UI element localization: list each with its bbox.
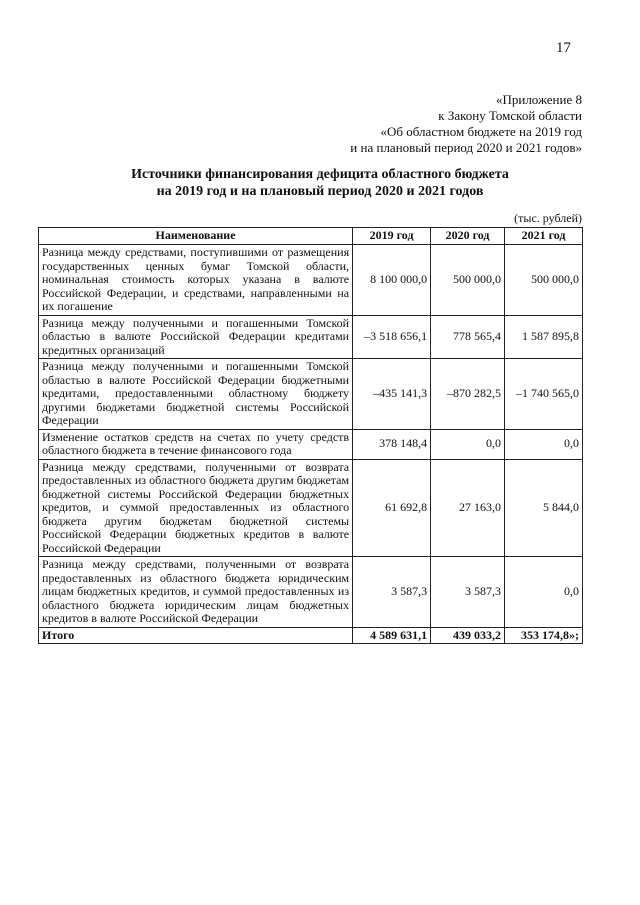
total-label: Итого	[39, 627, 353, 644]
row-value-2019: –435 141,3	[353, 359, 431, 430]
appendix-line: к Закону Томской области	[438, 108, 582, 123]
row-value-2021: 1 587 895,8	[505, 315, 583, 359]
row-value-2021: 0,0	[505, 429, 583, 459]
row-value-2019: 8 100 000,0	[353, 245, 431, 316]
table-row	[39, 359, 583, 430]
row-value-2021: 0,0	[505, 557, 583, 628]
table-row	[39, 459, 583, 557]
row-value-2021: –1 740 565,0	[505, 359, 583, 430]
row-value-2019: 61 692,8	[353, 459, 431, 557]
header-name: Наименование	[39, 228, 353, 245]
row-value-2020: 778 565,4	[431, 315, 505, 359]
appendix-line: «Приложение 8	[495, 92, 582, 107]
header-2020: 2020 год	[431, 228, 505, 245]
table-row	[39, 429, 583, 459]
table-header-row	[39, 228, 583, 245]
table-row	[39, 557, 583, 628]
document-title	[40, 166, 600, 200]
row-name: Разница между полученными и погашенными Томской областью в валюте Российской Федерации бюджетными кредитами, предоставленными областному бюджету другими бюджетами бюджетной системы Российской Федерации	[39, 359, 353, 430]
row-name: Изменение остатков средств на счетах по учету средств областного бюджета в течение финансового года	[39, 429, 353, 459]
header-2019: 2019 год	[353, 228, 431, 245]
header-2021: 2021 год	[505, 228, 583, 245]
row-value-2020: 500 000,0	[431, 245, 505, 316]
page-number: 17	[556, 40, 571, 56]
row-name: Разница между средствами, поступившими от размещения государственных ценных бумаг Томской области, номинальная стоимость которых указана в валюте Российской Федерации, и средствами, направленными на их погашение	[39, 245, 353, 316]
financing-table	[38, 227, 583, 644]
title-line: Источники финансирования дефицита областного бюджета	[131, 167, 509, 182]
table-row	[39, 315, 583, 359]
units-note: (тыс. рублей)	[514, 211, 582, 225]
table-row	[39, 245, 583, 316]
row-value-2020: –870 282,5	[431, 359, 505, 430]
row-value-2020: 27 163,0	[431, 459, 505, 557]
appendix-reference	[162, 92, 582, 156]
row-value-2020: 3 587,3	[431, 557, 505, 628]
row-value-2019: 378 148,4	[353, 429, 431, 459]
row-name: Разница между средствами, полученными от возврата предоставленных из областного бюджета другим бюджетам бюджетной системы Российской Федерации бюджетных кредитов, и суммой предоставленных из областного бюджета другим бюджетам бюджетной системы Российской Федерации бюджетных кредитов в валюте Российской Федерации	[39, 459, 353, 557]
total-value-2021: 353 174,8»;	[505, 627, 583, 644]
row-value-2021: 5 844,0	[505, 459, 583, 557]
total-value-2019: 4 589 631,1	[353, 627, 431, 644]
row-name: Разница между полученными и погашенными Томской областью в валюте Российской Федерации кредитами кредитных организаций	[39, 315, 353, 359]
appendix-line: «Об областном бюджете на 2019 год	[380, 124, 582, 139]
row-name: Разница между средствами, полученными от возврата предоставленных из областного бюджета юридическим лицам бюджетных кредитов, и суммой предоставленных из областного бюджета юридическим лицам бюджетных кредитов в валюте Российской Федерации	[39, 557, 353, 628]
title-line: на 2019 год и на плановый период 2020 и 2021 годов	[156, 184, 484, 199]
row-value-2021: 500 000,0	[505, 245, 583, 316]
row-value-2020: 0,0	[431, 429, 505, 459]
row-value-2019: –3 518 656,1	[353, 315, 431, 359]
appendix-line: и на плановый период 2020 и 2021 годов»	[350, 140, 582, 155]
row-value-2019: 3 587,3	[353, 557, 431, 628]
table-total-row	[39, 627, 583, 644]
total-value-2020: 439 033,2	[431, 627, 505, 644]
